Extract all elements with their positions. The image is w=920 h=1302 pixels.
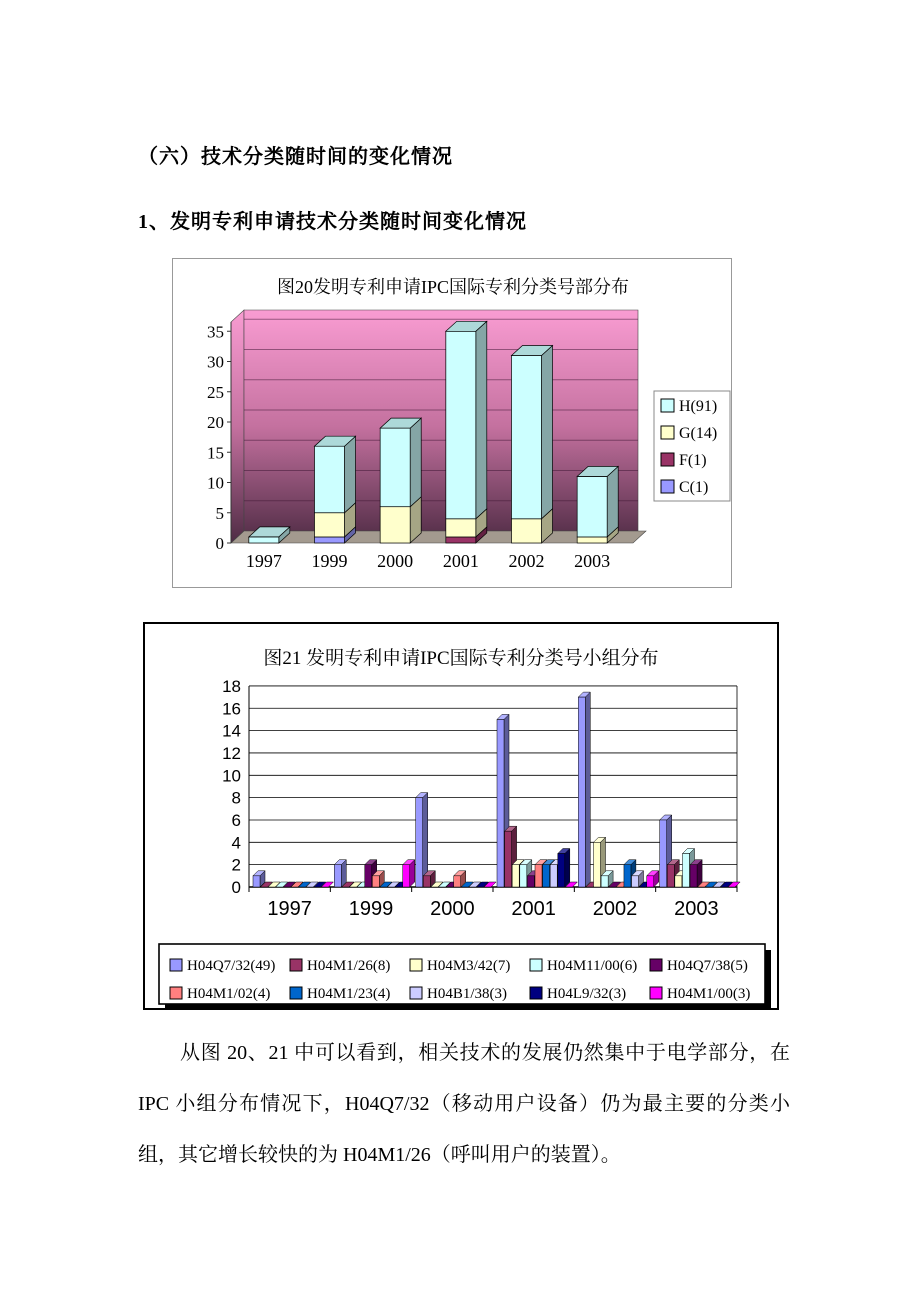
- chart1-bar-side-2002-H(91): [542, 346, 553, 519]
- chart2-legend-label-H04M1/23(4): H04M1/23(4): [307, 986, 391, 1002]
- chart2-legend-swatch-H04M11/00(6): [530, 959, 542, 971]
- chart1-ytick-label-10: 10: [207, 473, 224, 493]
- chart1-xtick-label-1999: 1999: [311, 551, 348, 571]
- chart1-bar-2002-H(91): [512, 355, 542, 518]
- chart2-bar-2001-H04B1/38(3): [550, 865, 557, 887]
- chart2-bar-2002-H04B1/38(3): [632, 876, 639, 887]
- chart1-bar-2003-G(14): [577, 537, 607, 543]
- chart2-bar-2001-H04M1/26(8): [505, 831, 512, 887]
- chart1-bar-side-2003-H(91): [607, 466, 618, 537]
- chart2-bar-2003-H04M1/26(8): [667, 865, 674, 887]
- chart2-ytick-label-14: 14: [222, 721, 241, 741]
- chart2-ytick-label-0: 0: [231, 878, 241, 897]
- chart2-xtick-label-2000: 2000: [430, 898, 475, 920]
- chart2-bar-2000-H04M1/02(4): [454, 876, 461, 887]
- chart1-bar-2000-G(14): [380, 507, 410, 543]
- chart2-bar-side-2001-H04L9/32(3): [565, 849, 570, 888]
- figure-21-svg: [145, 624, 777, 1008]
- chart1-legend-swatch-G(14): [661, 426, 674, 439]
- chart2-xtick-label-1997: 1997: [267, 898, 312, 920]
- chart1-bar-side-1999-H(91): [345, 436, 356, 513]
- chart1-ytick-label-35: 35: [207, 322, 224, 342]
- chart1-ytick-label-5: 5: [215, 503, 224, 523]
- chart1-legend-label-F(1): F(1): [679, 452, 707, 469]
- chart2-bar-2001-H04L9/32(3): [558, 853, 565, 887]
- body-paragraph: 从图 20、21 中可以看到，相关技术的发展仍然集中于电学部分，在 IPC 小组分布情况下，H04Q7/32（移动用户设备）仍为最主要的分类小组，其它增长较快的为 H04M1/26（呼叫用户的装置）。: [138, 1042, 790, 1166]
- chart2-ytick-label-4: 4: [231, 833, 241, 853]
- chart2-legend-label-H04M11/00(6): H04M11/00(6): [547, 958, 638, 974]
- chart1-title: 图20发明专利申请IPC国际专利分类号部分布: [276, 277, 630, 297]
- chart2-ytick-label-6: 6: [231, 810, 241, 830]
- chart2-bar-2000-H04Q7/32(49): [416, 798, 423, 887]
- subsection-heading: 1、发明专利申请技术分类随时间变化情况: [138, 211, 527, 233]
- chart2-bar-2001-H04M3/42(7): [512, 865, 519, 887]
- chart2-bar-2001-H04Q7/32(49): [497, 719, 504, 887]
- chart2-bar-side-2002-H04Q7/32(49): [585, 692, 590, 887]
- chart1-ytick-label-0: 0: [215, 534, 224, 553]
- chart1-bar-2001-F(1): [446, 537, 476, 543]
- chart2-bar-1999-H04M1/02(4): [372, 876, 379, 887]
- chart1-legend-swatch-F(1): [661, 453, 674, 466]
- chart1-bar-1999-H(91): [315, 446, 345, 513]
- chart2-bar-1999-H04M1/00(3): [403, 865, 410, 887]
- chart1-left-wall: [231, 310, 244, 543]
- chart2-bar-2002-H04M1/23(4): [624, 865, 631, 887]
- chart1-bar-2003-H(91): [577, 476, 607, 537]
- chart2-bar-1999-H04Q7/38(5): [365, 865, 372, 887]
- chart2-legend-swatch-H04B1/38(3): [410, 987, 422, 999]
- chart2-ytick-label-8: 8: [231, 788, 241, 808]
- chart2-legend-label-H04M1/02(4): H04M1/02(4): [187, 986, 271, 1002]
- chart1-xtick-label-2000: 2000: [377, 551, 414, 571]
- chart1-bar-1997-H(91): [249, 537, 279, 543]
- chart2-legend-swatch-H04M1/23(4): [290, 987, 302, 999]
- chart1-xtick-label-2001: 2001: [442, 551, 479, 571]
- chart1-ytick-label-25: 25: [207, 382, 224, 402]
- chart1-bar-2001-H(91): [446, 331, 476, 519]
- chart2-bar-2003-H04M3/42(7): [675, 876, 682, 887]
- chart1-bar-1999-G(14): [315, 513, 345, 537]
- chart2-bar-2002-H04Q7/32(49): [578, 697, 585, 887]
- chart1-bar-2002-G(14): [512, 519, 542, 543]
- chart2-legend-swatch-H04L9/32(3): [530, 987, 542, 999]
- chart1-legend-label-H(91): H(91): [679, 398, 718, 415]
- chart2-ytick-label-10: 10: [222, 766, 241, 786]
- chart1-legend-swatch-H(91): [661, 399, 674, 412]
- chart2-legend-label-H04M3/42(7): H04M3/42(7): [427, 958, 511, 974]
- chart1-bar-2000-H(91): [380, 428, 410, 507]
- chart2-legend-label-H04L9/32(3): H04L9/32(3): [547, 986, 627, 1002]
- chart2-bar-2000-H04M1/26(8): [423, 876, 430, 887]
- chart2-bar-2001-H04Q7/38(5): [527, 876, 534, 887]
- chart2-legend-swatch-H04M1/00(3): [650, 987, 662, 999]
- chart1-bar-2001-G(14): [446, 519, 476, 537]
- chart1-xtick-label-1997: 1997: [245, 551, 282, 571]
- chart2-legend-label-H04Q7/38(5): H04Q7/38(5): [667, 958, 748, 974]
- chart2-bar-2001-H04M1/23(4): [543, 865, 550, 887]
- chart2-bar-2003-H04Q7/38(5): [690, 865, 697, 887]
- chart2-legend-swatch-H04M1/02(4): [170, 987, 182, 999]
- chart1-bar-side-2001-H(91): [476, 321, 487, 519]
- chart2-bar-2001-H04M11/00(6): [520, 865, 527, 887]
- chart1-ytick-label-30: 30: [207, 352, 224, 372]
- chart2-bar-2001-H04M1/02(4): [535, 865, 542, 887]
- chart2-xtick-label-2001: 2001: [511, 898, 556, 920]
- chart1-bar-1999-C(1): [315, 537, 345, 543]
- chart2-bar-1997-H04Q7/32(49): [253, 876, 260, 887]
- chart2-title: 图21 发明专利申请IPC国际专利分类号小组分布: [263, 648, 659, 669]
- chart2-bar-2002-H04M3/42(7): [594, 842, 601, 887]
- chart2-bar-2003-H04M11/00(6): [682, 853, 689, 887]
- chart2-xtick-label-1999: 1999: [348, 898, 394, 920]
- chart2-ytick-label-12: 12: [222, 743, 241, 763]
- figure-20-chart: [172, 258, 732, 588]
- chart2-xtick-label-2002: 2002: [592, 898, 638, 920]
- chart2-legend-swatch-H04M3/42(7): [410, 959, 422, 971]
- chart2-ytick-label-18: 18: [222, 676, 241, 696]
- chart2-legend-swatch-H04Q7/38(5): [650, 959, 662, 971]
- figure-21-chart: [143, 622, 779, 1010]
- chart2-bar-1999-H04Q7/32(49): [334, 865, 341, 887]
- figure-20-svg: [173, 259, 731, 587]
- chart2-legend-label-H04Q7/32(49): H04Q7/32(49): [187, 958, 276, 974]
- chart1-legend-label-C(1): C(1): [679, 479, 709, 496]
- chart2-legend-label-H04B1/38(3): H04B1/38(3): [427, 986, 507, 1002]
- chart1-legend-swatch-C(1): [661, 480, 674, 493]
- chart2-legend-label-H04M1/26(8): H04M1/26(8): [307, 958, 391, 974]
- chart2-bar-2002-H04M1/00(3): [647, 876, 654, 887]
- chart2-legend-swatch-H04Q7/32(49): [170, 959, 182, 971]
- chart1-xtick-label-2003: 2003: [574, 551, 611, 571]
- chart2-legend-swatch-H04M1/26(8): [290, 959, 302, 971]
- section-heading: （六）技术分类随时间的变化情况: [138, 146, 453, 168]
- chart1-ytick-label-15: 15: [207, 443, 224, 463]
- chart2-bar-2002-H04M11/00(6): [601, 876, 608, 887]
- chart1-ytick-label-20: 20: [207, 413, 224, 432]
- chart1-bar-side-2000-H(91): [410, 418, 421, 507]
- chart2-legend-label-H04M1/00(3): H04M1/00(3): [667, 986, 751, 1002]
- chart1-xtick-label-2002: 2002: [508, 551, 545, 571]
- chart2-xtick-label-2003: 2003: [674, 898, 719, 920]
- chart1-legend-label-G(14): G(14): [679, 425, 718, 442]
- chart2-bar-2003-H04Q7/32(49): [660, 820, 667, 887]
- chart2-ytick-label-16: 16: [222, 699, 241, 719]
- chart2-ytick-label-2: 2: [231, 855, 241, 875]
